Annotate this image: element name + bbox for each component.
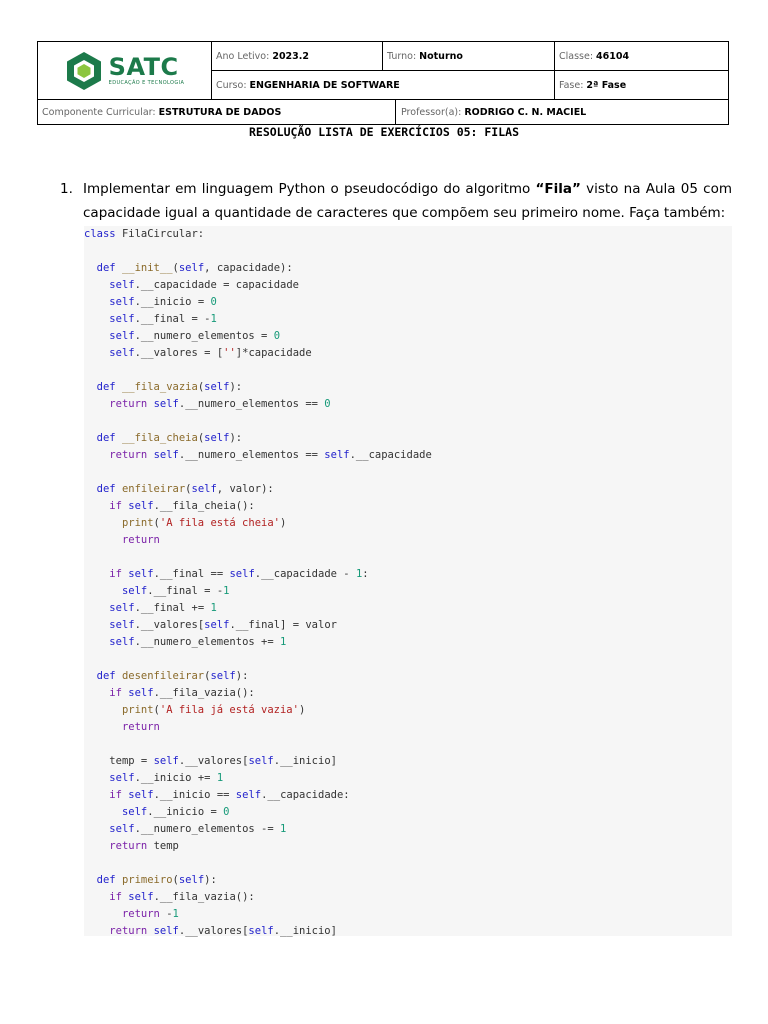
code-line: self.__final = -1 [109,313,217,325]
exercise-item [60,177,732,225]
code-line: self.__final += 1 [109,602,217,614]
code-line: self.__final = -1 [121,585,230,597]
classe-label: Classe: [559,50,594,62]
curso-cell [212,71,554,99]
exercise-text [83,177,732,225]
code-line: return self.__numero_elementos == self.__capacidade [109,449,432,461]
professor-cell [395,100,728,124]
logo-subtitle: EDUCAÇÃO E TECNOLOGIA [108,80,185,86]
code-line: self.__valores = ['']*capacidade [109,347,312,359]
header-table [37,41,729,125]
code-line: return self.__valores[self.__inicio] [109,925,337,937]
fase-value: 2ª Fase [586,79,627,91]
code-line: def desenfileirar(self): [96,670,249,682]
exercise-text-before: Implementar em linguagem Python o pseudocódigo do algoritmo [83,181,536,197]
code-line: print('A fila já está vazia') [121,704,306,716]
header-row-top [38,42,728,100]
code-line: if self.__fila_vazia(): [109,891,255,903]
fase-label: Fase: [559,79,584,91]
code-line: self.__inicio = 0 [109,296,217,308]
code-line: self.__inicio = 0 [121,806,230,818]
professor-label: Professor(a): [401,106,462,118]
code-line: self.__valores[self.__final] = valor [109,619,337,631]
logo-cell [38,42,212,99]
code-line: return [121,534,160,546]
ano-letivo-value: 2023.2 [272,50,309,62]
code-line: def __init__(self, capacidade): [96,262,293,274]
ano-letivo-label: Ano Letivo: [216,50,270,62]
exercise-number: 1. [60,181,73,197]
curso-label: Curso: [216,79,247,91]
code-line: class FilaCircular: [84,228,205,240]
code-line: print('A fila está cheia') [121,517,287,529]
code-line: def primeiro(self): [96,874,217,886]
turno-value: Noturno [419,50,463,62]
componente-label: Componente Curricular: [42,106,156,118]
code-line: def __fila_vazia(self): [96,381,243,393]
code-line: self.__numero_elementos -= 1 [109,823,287,835]
turno-label: Turno: [387,50,417,62]
header-row-bottom [38,100,728,124]
document-title: RESOLUÇÃO LISTA DE EXERCÍCIOS 05: FILAS [248,125,520,139]
fase-cell [554,71,728,99]
componente-cell [38,100,395,124]
satc-logo [65,51,185,91]
info-grid [212,42,728,99]
code-line: if self.__fila_vazia(): [109,687,255,699]
code-line: return [121,721,160,733]
logo-text [109,55,185,86]
code-line: return temp [109,840,179,852]
info-line-2 [212,70,728,99]
code-line: if self.__inicio == self.__capacidade: [109,789,350,801]
code-line: return self.__numero_elementos == 0 [109,398,331,410]
code-line: return -1 [121,908,179,920]
classe-value: 46104 [596,50,630,62]
info-line-1 [212,42,728,70]
satc-hexagon-icon [65,51,103,91]
code-line: self.__numero_elementos += 1 [109,636,287,648]
code-line: if self.__fila_cheia(): [109,500,255,512]
code-line: if self.__final == self.__capacidade - 1: [109,568,369,580]
exercise-text-after: visto na Aula 05 com capacidade igual a quantidade de caracteres que compõem seu primeiro nome. Faça também: [83,181,732,221]
turno-cell [382,42,554,70]
componente-value: ESTRUTURA DE DADOS [158,106,282,118]
code-line: temp = self.__valores[self.__inicio] [109,755,337,767]
ano-letivo-cell [212,42,382,70]
code-line: def enfileirar(self, valor): [96,483,274,495]
code-block [84,226,732,936]
logo-word: SATC [108,53,179,81]
code-line: self.__capacidade = capacidade [109,279,299,291]
code-line: self.__numero_elementos = 0 [109,330,281,342]
curso-value: ENGENHARIA DE SOFTWARE [249,79,400,91]
code-line: self.__inicio += 1 [109,772,224,784]
professor-value: RODRIGO C. N. MACIEL [464,106,587,118]
exercise-text-bold: “Fila” [535,181,581,197]
code-line: def __fila_cheia(self): [96,432,243,444]
classe-cell [554,42,728,70]
